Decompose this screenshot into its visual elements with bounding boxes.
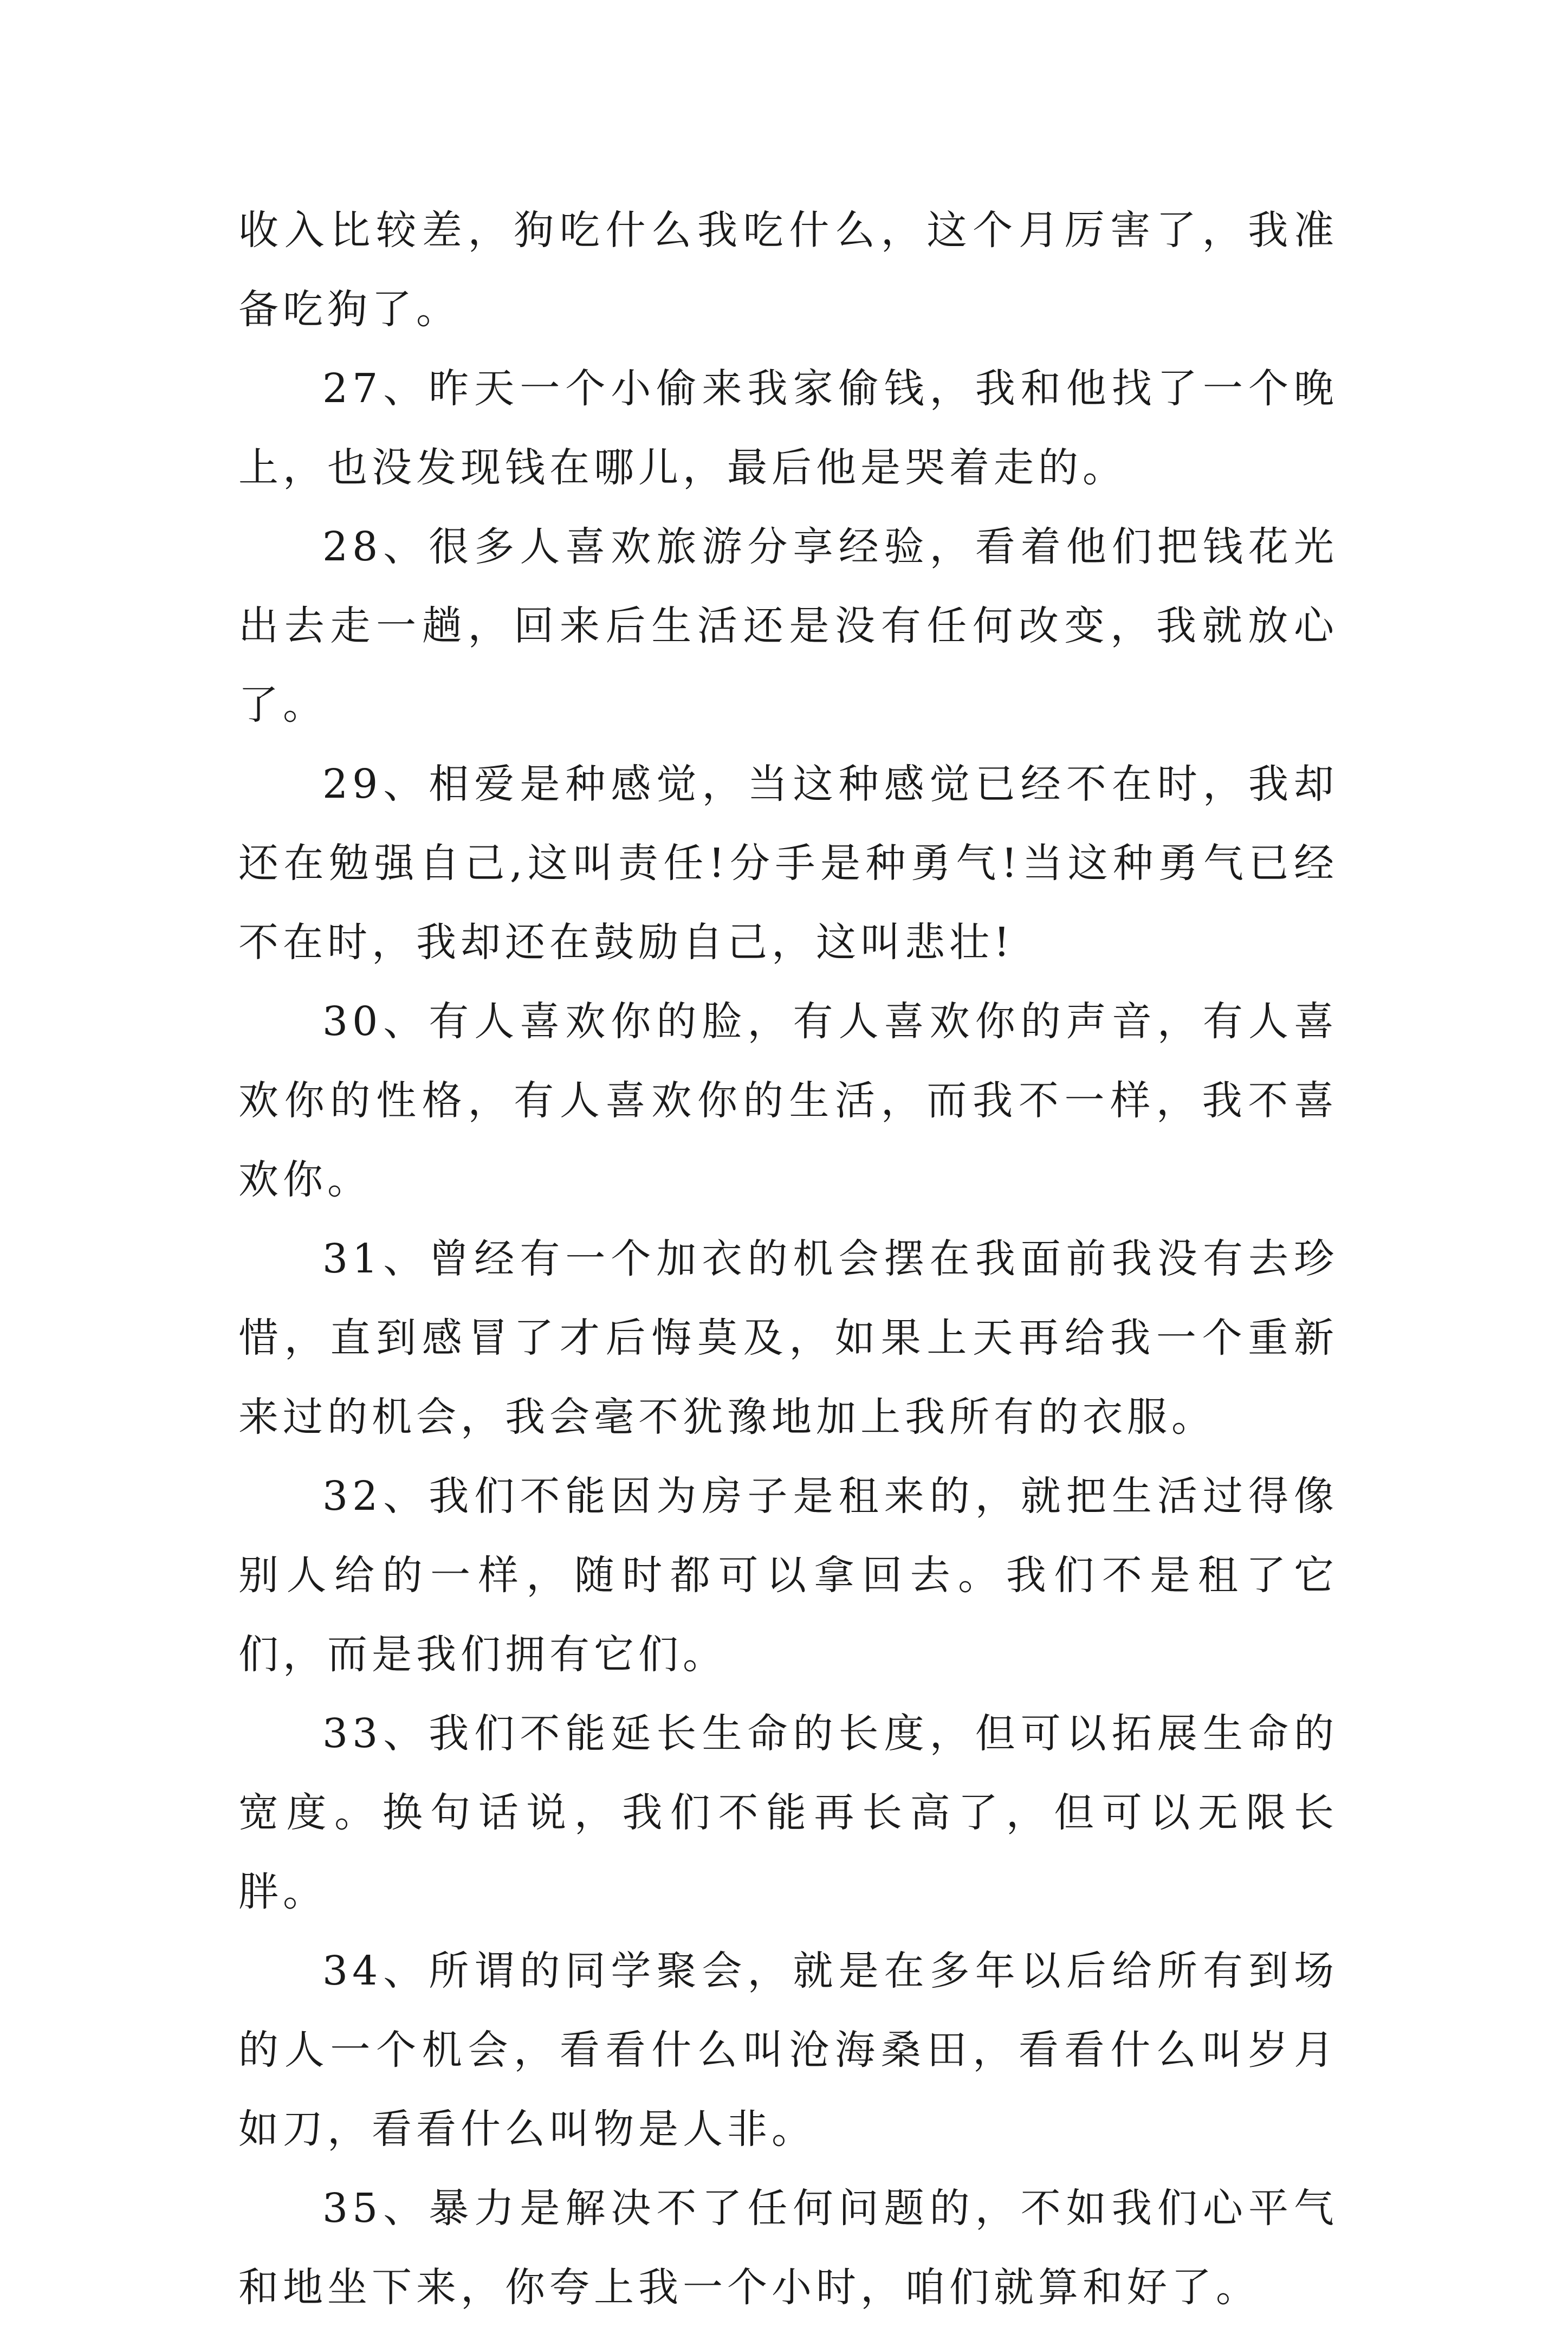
paragraph-30: 30、有人喜欢你的脸，有人喜欢你的声音，有人喜欢你的性格，有人喜欢你的生活，而我不一样，我不喜欢你。	[238, 998, 1338, 1203]
paragraph-27: 27、昨天一个小偷来我家偷钱，我和他找了一个晚上，也没发现钱在哪儿，最后他是哭着走的。	[238, 365, 1338, 491]
paragraph-34: 34、所谓的同学聚会，就是在多年以后给所有到场的人一个机会，看看什么叫沧海桑田，看看什么叫岁月如刀，看看什么叫物是人非。	[238, 1948, 1338, 2153]
paragraph-33: 33、我们不能延长生命的长度，但可以拓展生命的宽度。换句话说，我们不能再长高了，但可以无限长胖。	[238, 1710, 1338, 1915]
paragraph-28: 28、很多人喜欢旅游分享经验，看着他们把钱花光出去走一趟，回来后生活还是没有任何改变，我就放心了。	[238, 523, 1338, 728]
document-body	[238, 191, 1338, 2327]
paragraph-29: 29、相爱是种感觉，当这种感觉已经不在时，我却还在勉强自己,这叫责任!分手是种勇气!当这种勇气已经不在时，我却还在鼓励自己，这叫悲壮!	[238, 761, 1338, 966]
paragraph-32: 32、我们不能因为房子是租来的，就把生活过得像别人给的一样，随时都可以拿回去。我们不是租了它们，而是我们拥有它们。	[238, 1473, 1338, 1678]
paragraph-continued: 收入比较差，狗吃什么我吃什么，这个月厉害了，我准备吃狗了。	[238, 207, 1338, 333]
paragraph-35: 35、暴力是解决不了任何问题的，不如我们心平气和地坐下来，你夸上我一个小时，咱们就算和好了。	[238, 2185, 1338, 2311]
paragraph-31: 31、曾经有一个加衣的机会摆在我面前我没有去珍惜，直到感冒了才后悔莫及，如果上天再给我一个重新来过的机会，我会毫不犹豫地加上我所有的衣服。	[238, 1236, 1338, 1440]
